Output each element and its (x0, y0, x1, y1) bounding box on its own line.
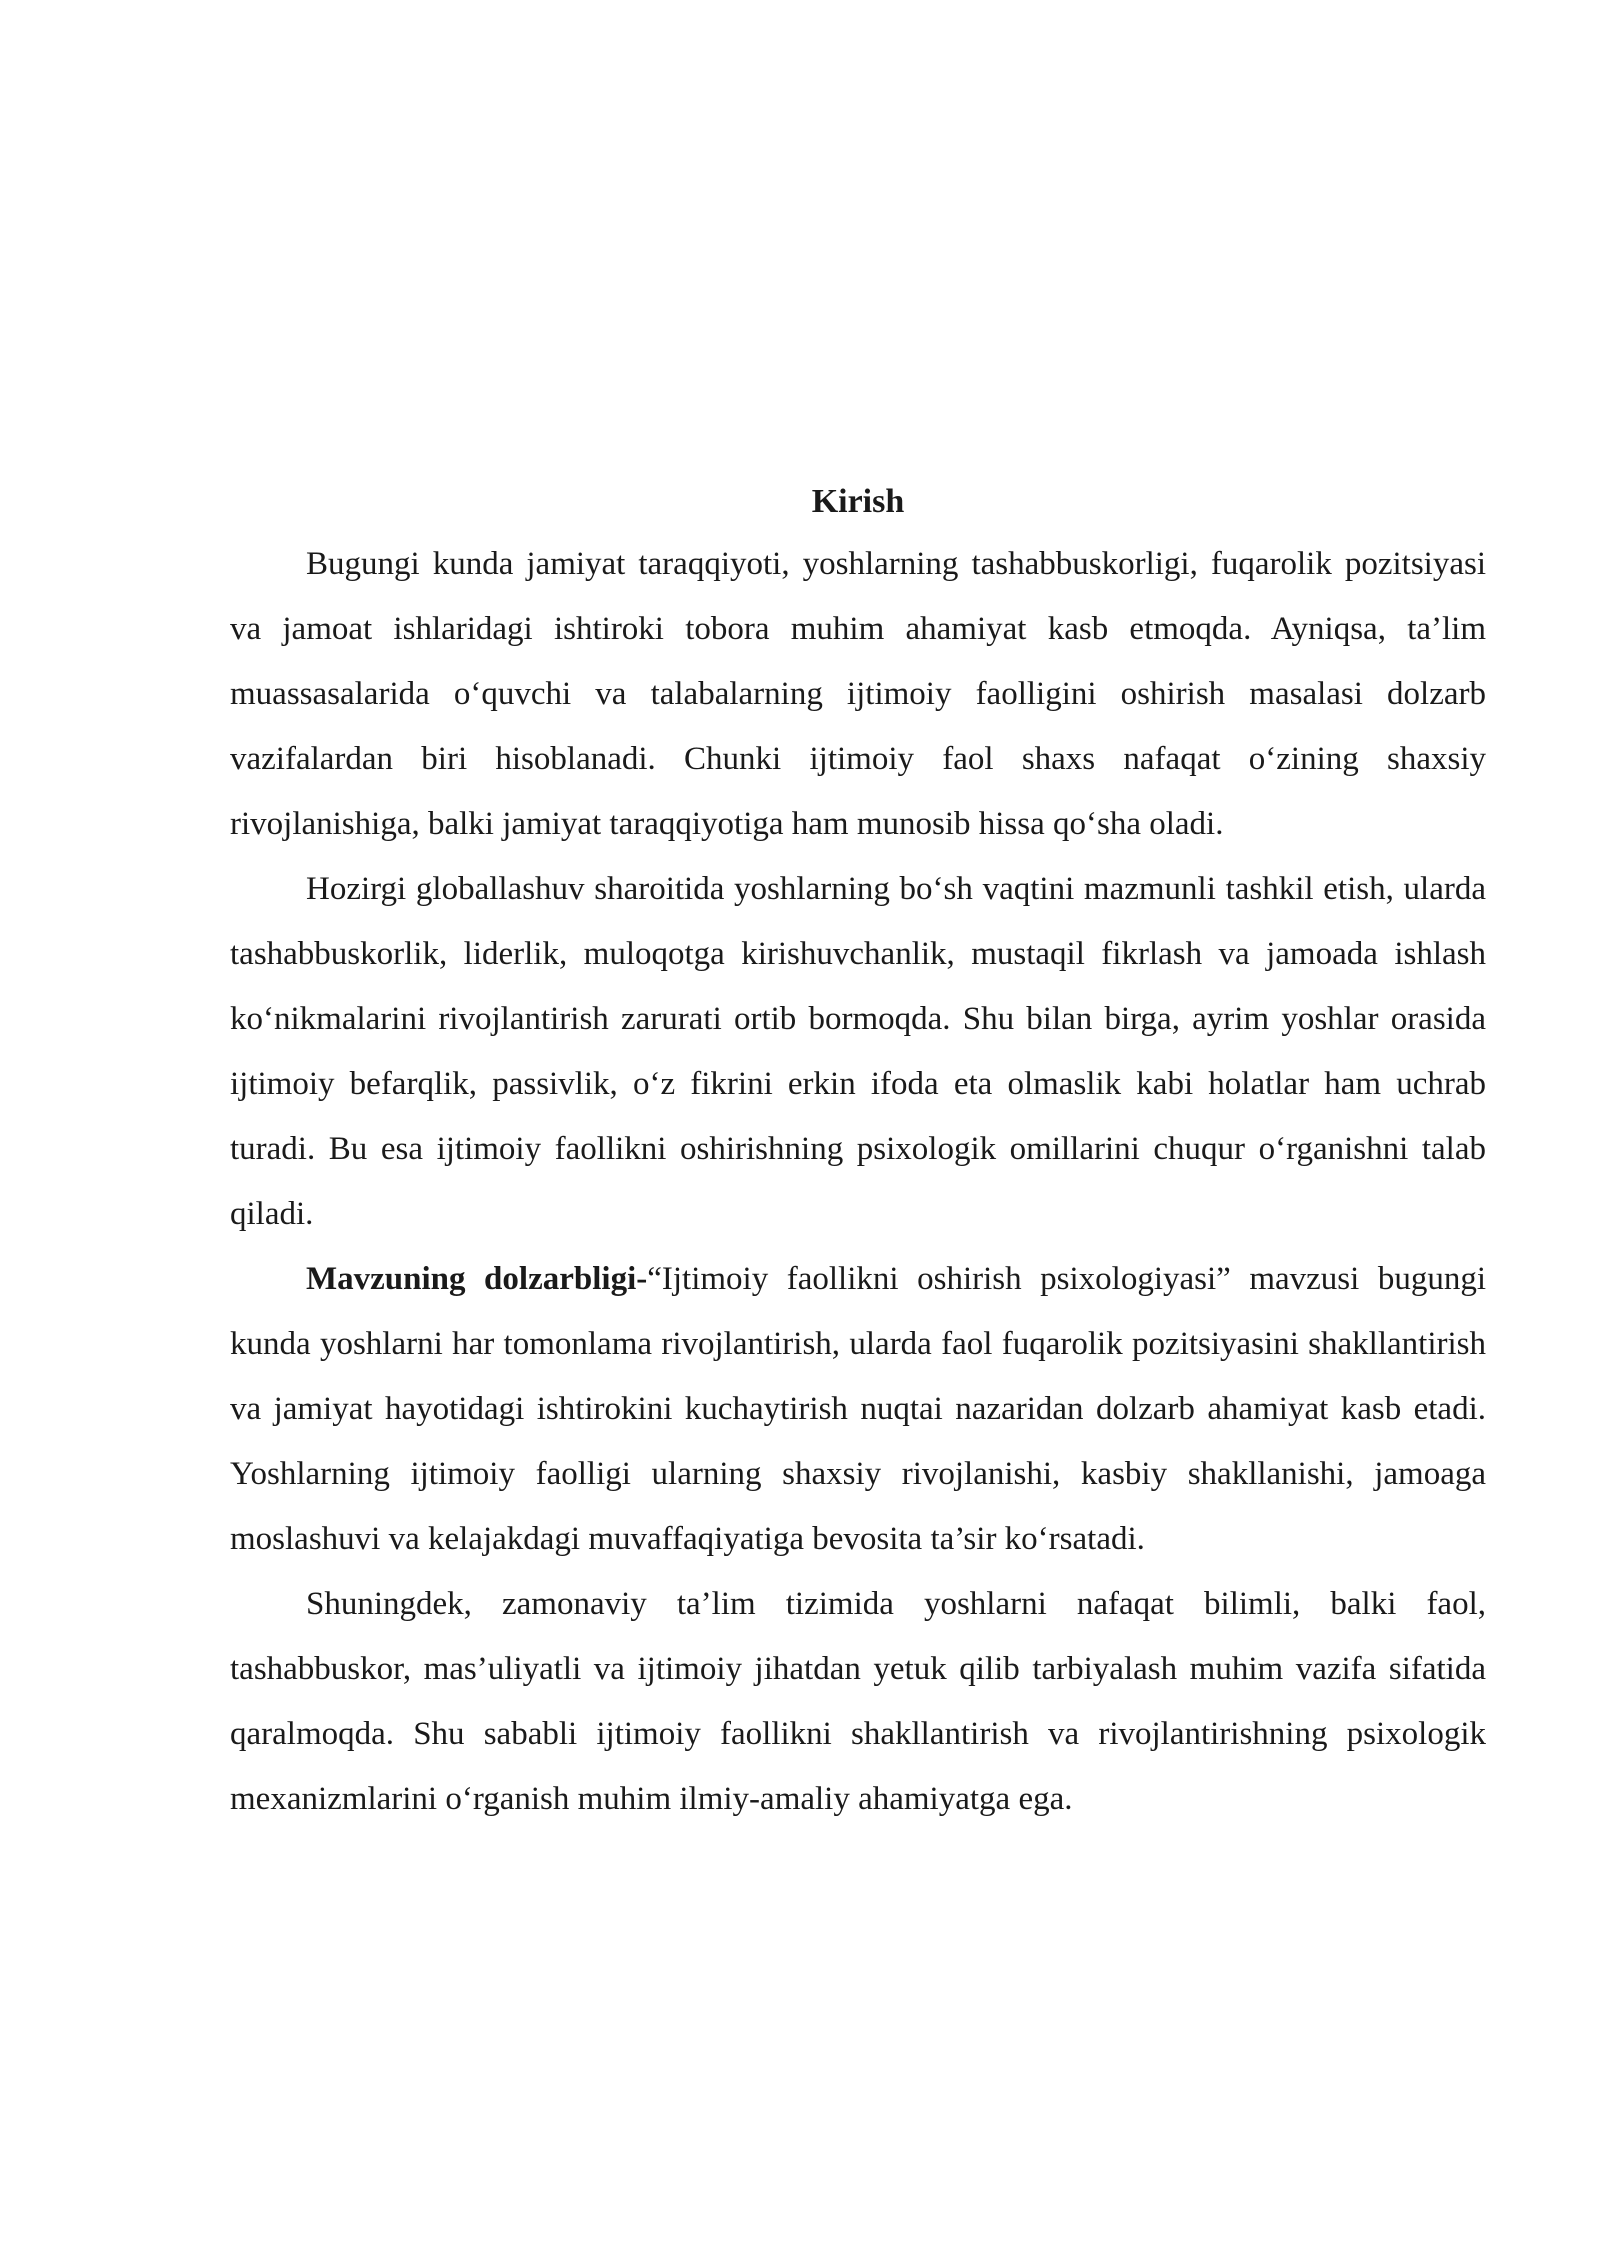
paragraph-text: Shuningdek, zamonaviy ta’lim tizimida yoshlarni nafaqat bilimli, balki faol, tashabbuskor, mas’uliyatli va ijtimoiy jihatdan yetuk qilib tarbiyalash muhim vazifa sifatida qaralmoqda. Shu sababli ijtimoiy faollikni shakllantirish va rivojlantirishning psixologik mexanizmlarini o‘rganish muhim ilmiy-amaliy ahamiyatga ega. (230, 1586, 1486, 1817)
paragraph-text: Bugungi kunda jamiyat taraqqiyoti, yoshlarning tashabbuskorligi, fuqarolik pozitsiyasi va jamoat ishlaridagi ishtiroki tobora muhim ahamiyat kasb etmoqda. Ayniqsa, ta’lim muassasalarida o‘quvchi va talabalarning ijtimoiy faolligini oshirish masalasi dolzarb vazifalardan biri hisoblanadi. Chunki ijtimoiy faol shaxs nafaqat o‘zining shaxsiy rivojlanishiga, balki jamiyat taraqqiyotiga ham munosib hissa qo‘sha oladi. (230, 546, 1486, 842)
relevance-label: Mavzuning dolzarbligi- (306, 1261, 648, 1297)
document-page (230, 472, 1486, 1832)
paragraph-text: Hozirgi globallashuv sharoitida yoshlarning bo‘sh vaqtini mazmunli tashkil etish, ularda tashabbuskorlik, liderlik, muloqotga kirishuvchanlik, mustaqil fikrlash va jamoada ishlash ko‘nikmalarini rivojlantirish zarurati ortib bormoqda. Shu bilan birga, ayrim yoshlar orasida ijtimoiy befarqlik, passivlik, o‘z fikrini erkin ifoda eta olmaslik kabi holatlar ham uchrab turadi. Bu esa ijtimoiy faollikni oshirishning psixologik omillarini chuqur o‘rganishni talab qiladi. (230, 871, 1486, 1232)
paragraph-education (230, 1572, 1486, 1832)
section-heading: Kirish (811, 483, 905, 520)
paragraph-intro (230, 532, 1486, 857)
paragraph-relevance (230, 1247, 1486, 1572)
paragraph-globalization (230, 857, 1486, 1247)
paragraph-text: “Ijtimoiy faollikni oshirish psixologiyasi” mavzusi bugungi kunda yoshlarni har tomonlama rivojlantirish, ularda faol fuqarolik pozitsiyasini shakllantirish va jamiyat hayotidagi ishtirokini kuchaytirish nuqtai nazaridan dolzarb ahamiyat kasb etadi. Yoshlarning ijtimoiy faolligi ularning shaxsiy rivojlanishi, kasbiy shakllanishi, jamoaga moslashuvi va kelajakdagi muvaffaqiyatiga bevosita ta’sir ko‘rsatadi. (230, 1261, 1487, 1557)
